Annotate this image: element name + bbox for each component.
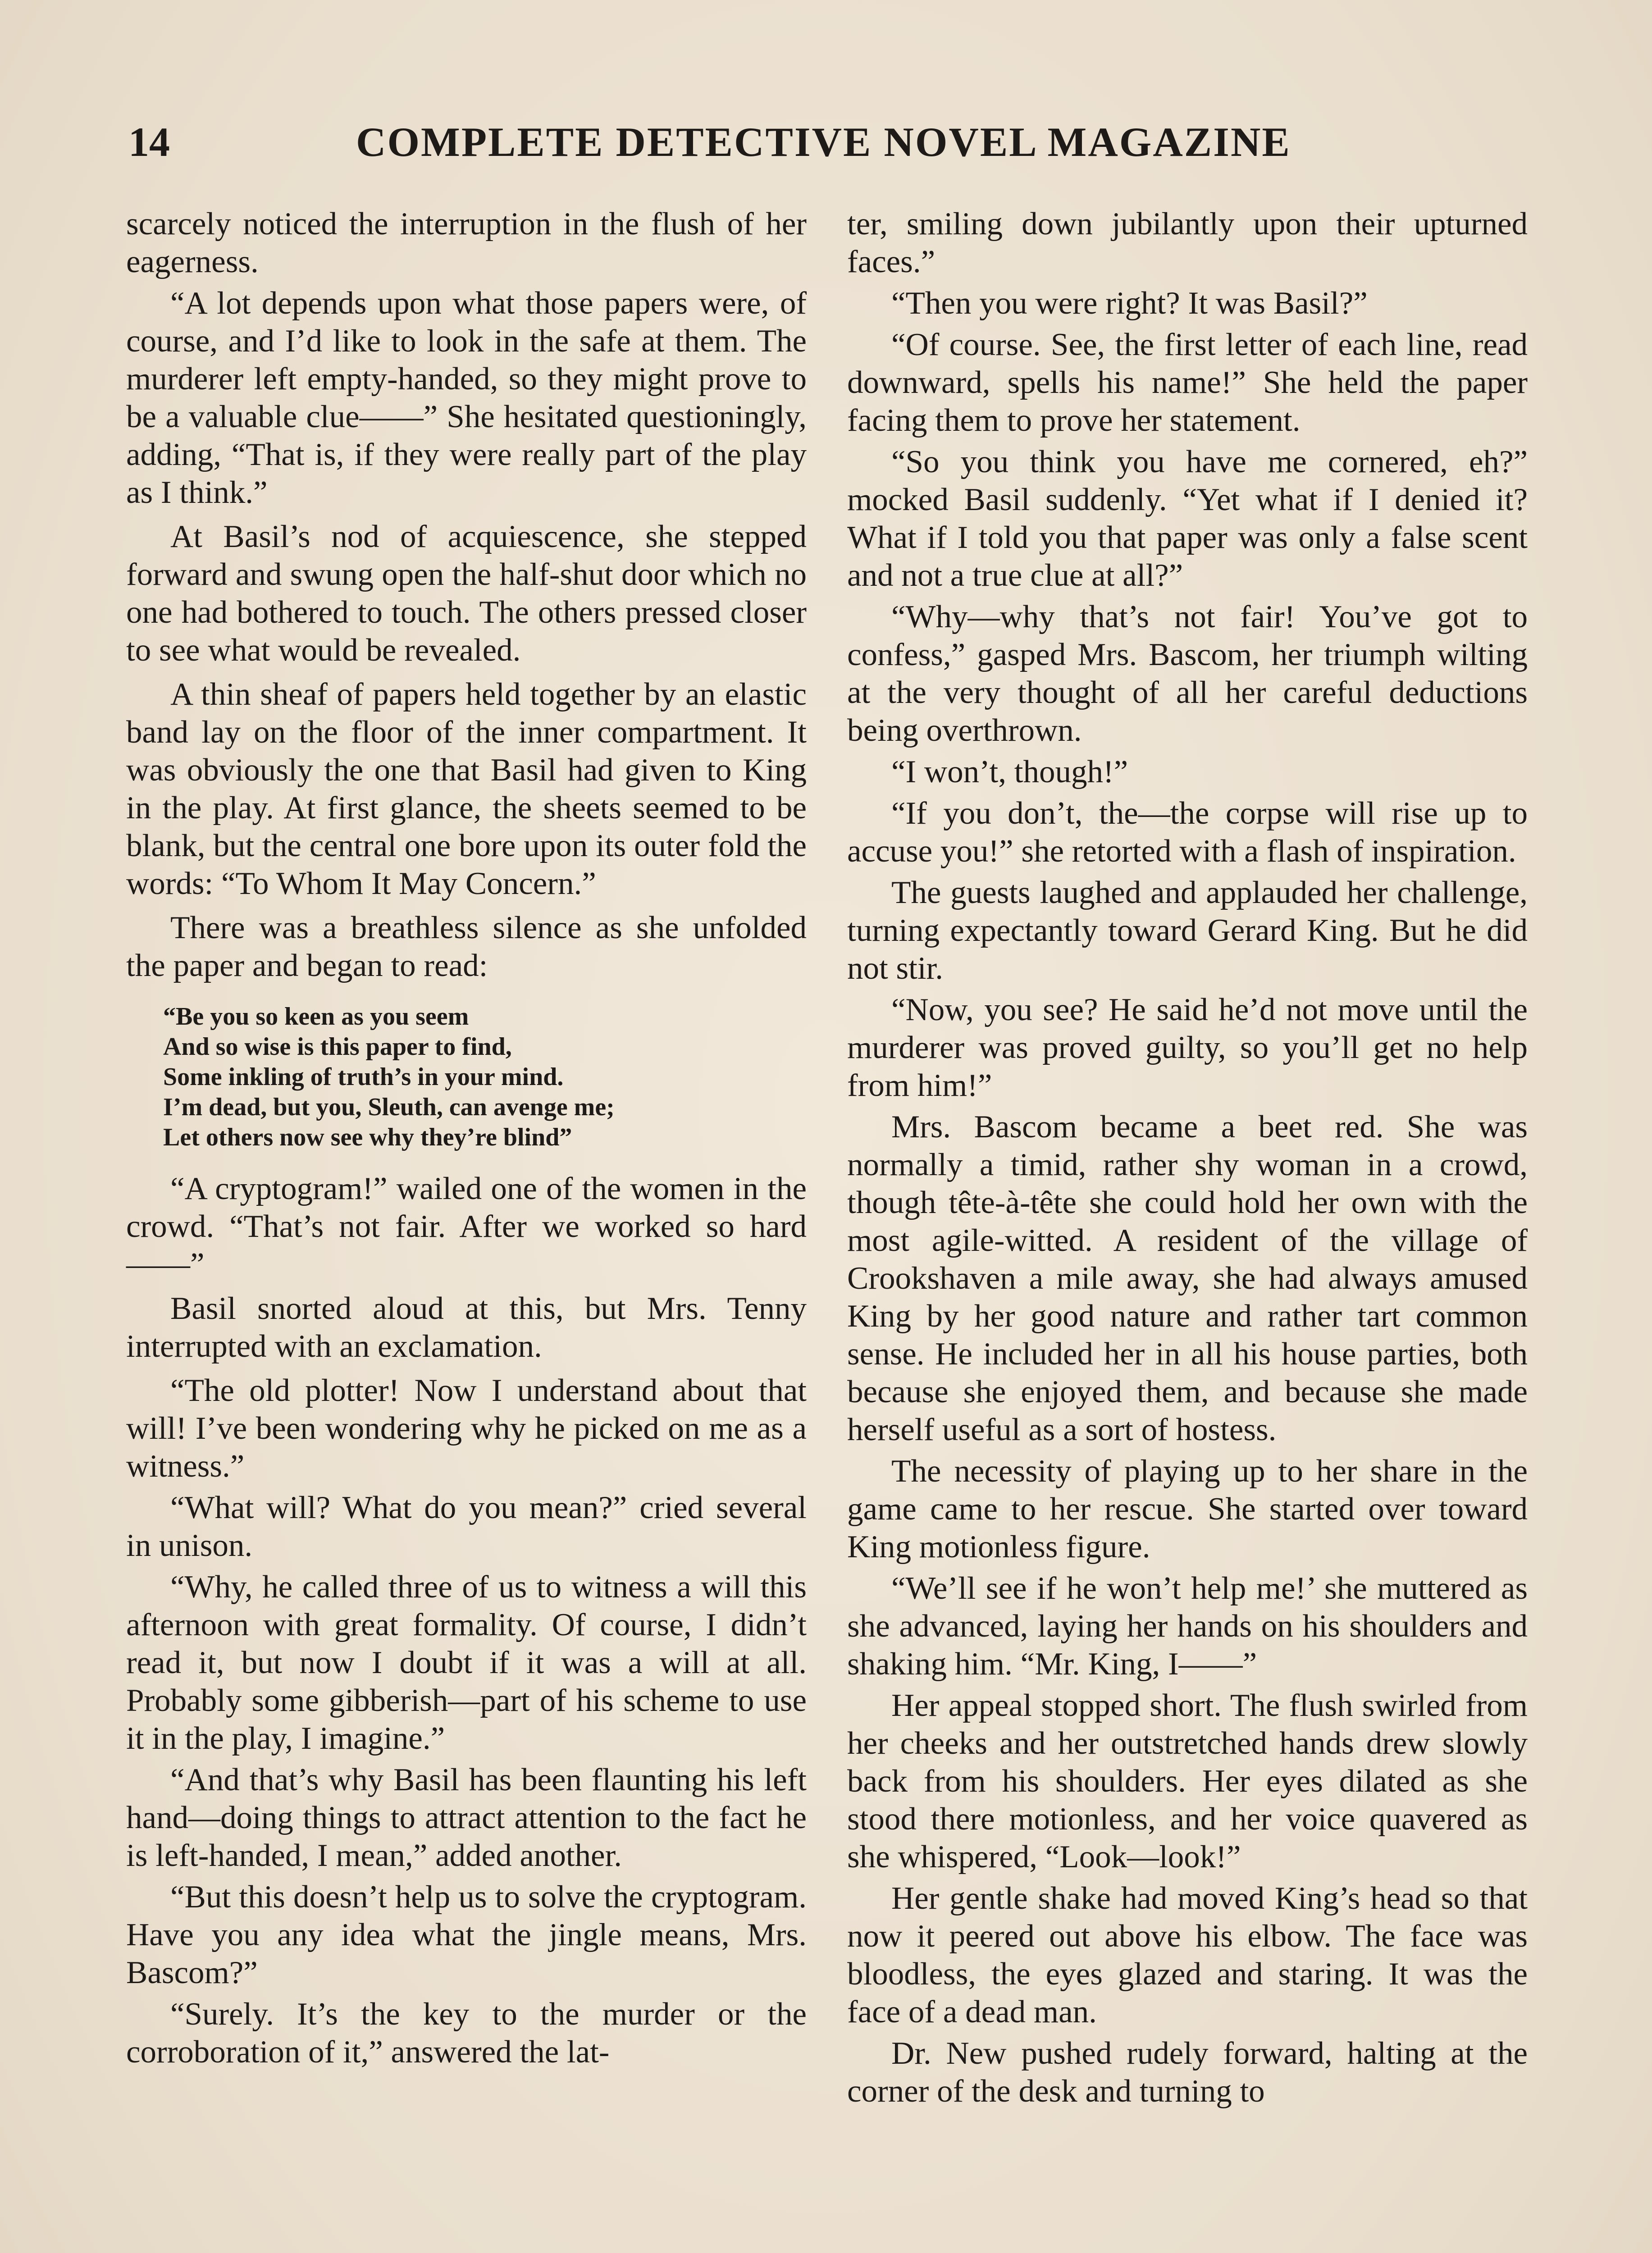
paragraph: “We’ll see if he won’t help me!’ she muttered as she advanced, laying her hands on his shoulders and shaking him. “Mr. King, I——” <box>847 1571 1528 1682</box>
paragraph: “Of course. See, the first letter of each line, read downward, spells his name!” She held the paper facing them to prove her statement. <box>847 327 1528 438</box>
paragraph: “Why—why that’s not fair! You’ve got to confess,” gasped Mrs. Bascom, her triumph wilting at the very thought of all her careful deductions being overthrown. <box>847 599 1528 748</box>
paragraph: Dr. New pushed rudely forward, halting at the corner of the desk and turning to <box>847 2036 1528 2109</box>
paragraph: “A cryptogram!” wailed one of the women in the crowd. “That’s not fair. After we worked so hard——” <box>126 1171 807 1282</box>
paragraph: “Then you were right? It was Basil?” <box>891 286 1368 321</box>
paragraph: “If you don’t, the—the corpse will rise up to accuse you!” she retorted with a flash of inspiration. <box>847 796 1528 869</box>
paragraph: There was a breathless silence as she unfolded the paper and began to read: <box>126 910 807 983</box>
paragraph: The necessity of playing up to her share in the game came to her rescue. She started over toward King motionless figure. <box>847 1454 1528 1564</box>
paragraph: A thin sheaf of papers held together by an elastic band lay on the floor of the inner compartment. It was obviously the one that Basil had given to King in the play. At first glance, the sheets seemed to be blank, but the central one bore upon its outer fold the words: “To Whom It May Concern.” <box>126 677 807 901</box>
paragraph: “A lot depends upon what those papers were, of course, and I’d like to look in the safe at them. The murderer left empty-handed, so they might prove to be a valuable clue——” She hesitated questioningly, adding, “That is, if they were really part of the play as I think.” <box>126 286 807 510</box>
running-head <box>128 115 1300 169</box>
magazine-title: COMPLETE DETECTIVE NOVEL MAGAZINE <box>356 119 1291 165</box>
paragraph: “And that’s why Basil has been flaunting his left hand—doing things to attract attention to the fact he is left-handed, I mean,” added another. <box>126 1762 807 1873</box>
right-column <box>847 205 1528 2114</box>
paragraph: Her gentle shake had moved King’s head so that now it peered out above his elbow. The face was bloodless, the eyes glazed and staring. It was the face of a dead man. <box>847 1881 1528 2030</box>
paragraph: “I won’t, though!” <box>891 754 1128 789</box>
paragraph: ter, smiling down jubilantly upon their upturned faces.” <box>847 206 1528 279</box>
paragraph: “So you think you have me cornered, eh?” mocked Basil suddenly. “Yet what if I denied it? What if I told you that paper was only a false scent and not a true clue at all?” <box>847 444 1528 593</box>
paragraph: Basil snorted aloud at this, but Mrs. Tenny interrupted with an exclamation. <box>126 1291 807 1364</box>
paragraph: The guests laughed and applauded her challenge, turning expectantly toward Gerard King. But he did not stir. <box>847 875 1528 986</box>
paragraph: Mrs. Bascom became a beet red. She was normally a timid, rather shy woman in a crowd, though tête-à-tête she could hold her own with the most agile-witted. A resident of the village of Crookshaven a mile away, she had always amused King by her good nature and rather tart common sense. He included her in all his house parties, both because she enjoyed them, and because she made herself useful as a sort of hostess. <box>847 1109 1528 1447</box>
paragraph: Her appeal stopped short. The flush swirled from her cheeks and her outstretched hands drew slowly back from his shoulders. Her eyes dilated as she stood there motionless, and her voice quavered as she whispered, “Look—look!” <box>847 1688 1528 1874</box>
cryptogram-verse <box>163 1002 807 1153</box>
paragraph: scarcely noticed the interruption in the flush of her eagerness. <box>126 206 807 279</box>
verse-line: “Be you so keen as you seem <box>163 1003 469 1031</box>
paragraph: “Surely. It’s the key to the murder or the corroboration of it,” answered the lat- <box>126 1997 807 2070</box>
verse-line: Some inkling of truth’s in your mind. <box>163 1063 564 1091</box>
left-column <box>126 205 807 2075</box>
verse-line: I’m dead, but you, Sleuth, can avenge me; <box>163 1093 615 1121</box>
paragraph: “But this doesn’t help us to solve the cryptogram. Have you any idea what the jingle means, Mrs. Bascom?” <box>126 1879 807 1990</box>
paragraph: “The old plotter! Now I understand about that will! I’ve been wondering why he picked on me as a witness.” <box>126 1373 807 1484</box>
verse-line: And so wise is this paper to find, <box>163 1033 512 1061</box>
paragraph: “Why, he called three of us to witness a will this afternoon with great formality. Of course, I didn’t read it, but now I doubt if it was a will at all. Probably some gibberish—part of his scheme to use it in the play, I imagine.” <box>126 1569 807 1756</box>
page-number: 14 <box>128 119 170 165</box>
verse-line: Let others now see why they’re blind” <box>163 1123 572 1151</box>
paragraph: At Basil’s nod of acquiescence, she stepped forward and swung open the half-shut door which no one had bothered to touch. The others pressed closer to see what would be revealed. <box>126 519 807 668</box>
paragraph: “Now, you see? He said he’d not move until the murderer was proved guilty, so you’ll get no help from him!” <box>847 992 1528 1103</box>
paragraph: “What will? What do you mean?” cried several in unison. <box>126 1490 807 1563</box>
